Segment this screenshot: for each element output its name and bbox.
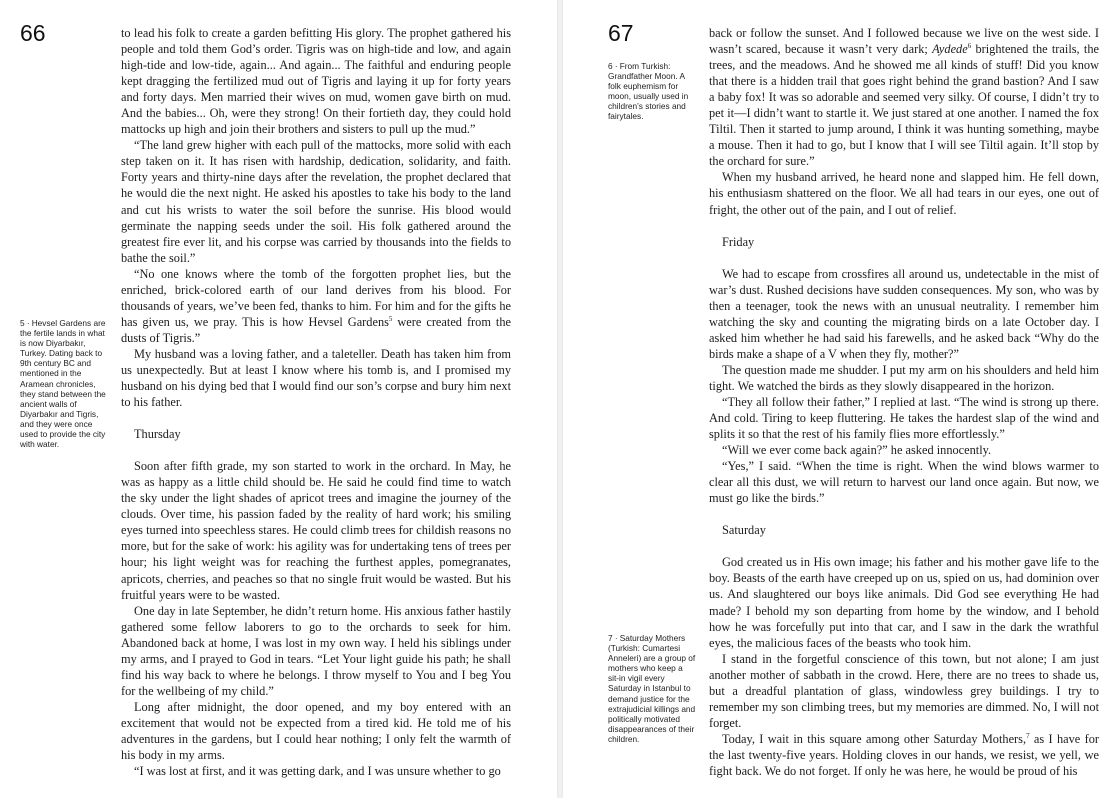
paragraph-text: Today, I wait in this square among other Saturday Mothers,: [722, 731, 1027, 746]
paragraph-text: were created from the dusts of Tigris.”: [121, 314, 511, 345]
sidenote-number: 7 ·: [608, 633, 618, 643]
sidenote-text: Saturday Mothers (Turkish: Cumartesi Anneleri) are a group of mothers who keep a sit-in vigil every Saturday in Istanbul to demand justice for the extrajudicial killings and politically motivated disappearances of their children.: [608, 633, 696, 744]
paragraph: “They all follow their father,” I replied at last. “The wind is strong up there. And cold. Tiring to keep fluttering. He takes the hardest slap of the wind and splits it so that the rest of his family flies more effortlessly.”: [709, 394, 1099, 442]
paragraph-text: back or follow the sunset. And I followed because we live on the west side. I wasn’t scared, because it wasn’t very dark;: [709, 26, 1099, 57]
paragraph: to lead his folk to create a garden befitting His glory. The prophet gathered his people and told them God’s order. Tigris was on high-tide and low, and again high-tide and low-tide, again... And again... The faithful and enduring people kept dragging the fertilized mud out of Tigris and laying it up for forty years and forty days. Men married their wives on mud, women gave birth on mud. And the babies... Oh, were they strong! On their fortieth day, they could hold mattocks up high and join their brothers and sisters to pull up the mud.”: [121, 26, 511, 137]
sidenote-text: Hevsel Gardens are the fertile lands in what is now Diyarbakır, Turkey. Dating back to 9th century BC and mentioned in the Aramean chronicles, they stand between the ancient walls of Diyarbakır and Tigris, and they were once used to provide the city with water.: [20, 318, 106, 450]
italic-term: Aydede: [932, 42, 968, 57]
sidenote-6: [608, 61, 696, 122]
paragraph: Soon after fifth grade, my son started to work in the orchard. In May, he was as happy as a little child should be. He said he could find time to watch the sky under the light shades of apricot trees and imagine the journey of the clouds. Over time, his passion faded by the reality of hard work; his smiling eyes turned into speechless stares. He could climb trees for childish reasons no more, but for the sake of work: his agility was for undertaking tens of trees per hour; his light weight was for reaching the furthest apples, pomegranates, apricots, cherries, and peaches so that no single fruit would be wasted. But his fruitful years were to be wasted.: [121, 459, 511, 602]
section-heading-thursday: Thursday: [134, 427, 181, 442]
sidenote-5: [20, 318, 108, 449]
paragraph: I stand in the forgetful conscience of this town, but not alone; I am just another mother of sabbath in the crowd. Here, there are no trees to shade us, but a dreadful plantation of glass, windowless grey buildings. I try to remember my son climbing trees, but my memories are dimmed. No, I will not forget.: [709, 651, 1099, 730]
paragraph: “Yes,” I said. “When the time is right. When the wind blows warmer to clear all this dust, we will return to harvest our land once again. But now, we must go like the birds.”: [709, 459, 1099, 506]
paragraph-text: brightened the trails, the trees, and the meadows. And he showed me all kinds of stuff! Did you know that there is a hidden trail that goes right behind the grand bastion? And I saw a baby fox! It was so adorable and seemed very silky. Of course, I didn’t try to pet it—I didn’t want to startle it. We just stared at one another. I named the fox Tiltil. Then it started to jump around, I think it was hunting something, maybe a mouse. Then it had to go, but I know that I will see Tiltil again. It’ll stop by the orchard for sure.”: [709, 42, 1099, 169]
paragraph: The question made me shudder. I put my arm on his shoulders and held him tight. We watched the birds as they slowly disappeared in the horizon.: [709, 362, 1099, 393]
paragraph: [709, 731, 1099, 779]
page-number: 67: [608, 20, 634, 46]
sidenote-number: 5 ·: [20, 318, 30, 328]
footnote-ref-5[interactable]: 5: [388, 314, 393, 323]
section-heading-saturday: Saturday: [722, 523, 766, 538]
paragraph: “I was lost at first, and it was getting dark, and I was unsure whether to go: [134, 764, 501, 779]
paragraph: Long after midnight, the door opened, and my boy entered with an excitement that would not be expected from a tired kid. He told me of his adventures in the gardens, but I could hear nothing; I only felt the warmth of his body in my arms.: [121, 699, 511, 763]
paragraph: “The land grew higher with each pull of the mattocks, more solid with each step taken on it. It has risen with hardship, dedication, solidarity, and faith. Forty years and thirty-nine days after the revelation, the prophet declared that he would die the next night. He asked his apostles to take his body to the land and cut his wrists to water the soil before the sunrise. His blood would germinate the napping seeds under the soil. His folk gathered around the greatest fire ever lit, and his corpse was carried by thousands into the fields to bathe the soil.”: [121, 138, 511, 265]
paragraph: God created us in His own image; his father and his mother gave life to the boy. Beasts of the earth have creeped up on us, spied on us, had dominion over us. And slaughtered our boys like animals. Did God see everything He had made? I behold my son departing from home by the window, and I behold how he was forcefully put into that car, and I saw in the dark the wrathful eyes, the malicious faces of the beasts who took him.: [709, 555, 1099, 650]
paragraph-text: as I have for the last twenty-five years. Holding cloves in our hands, we resist, we yell, we fight back. We do not forget. If only he was here, he would be proud of his: [709, 731, 1099, 778]
paragraph: [121, 266, 511, 346]
sidenote-number: 6 ·: [608, 61, 618, 71]
paragraph: “Will we ever come back again?” he asked innocently.: [722, 443, 992, 458]
footnote-ref-7[interactable]: 7: [1026, 731, 1030, 740]
footnote-ref-6[interactable]: 6: [967, 41, 972, 50]
page-number: 66: [20, 20, 46, 46]
paragraph-text: “No one knows where the tomb of the forgotten prophet lies, but the enriched, brick-colored earth of our land derives from his blood. For thousands of years, we’ve been fed, thanks to him. For him and for the gifts he has given us, we pray. This is how Hevsel Gardens: [121, 266, 511, 329]
paragraph: One day in late September, he didn’t return home. His anxious father hastily gathered some fellow laborers to go to the orchards to seek for him. Abandoned back at home, I was lost in my own way. I held his siblings under my arms, and I prayed to God in tears. “Let Your light guide his path; he shall find his way back to where he belongs. I throw myself to You and I beg You for the wellbeing of my child.”: [121, 603, 511, 698]
section-heading-friday: Friday: [722, 234, 755, 249]
body-text: [709, 25, 1099, 779]
right-page: [563, 0, 1120, 798]
paragraph: My husband was a loving father, and a taleteller. Death has taken him from us unexpectedly. But at least I know where his tomb is, and I promised my husband on his dying bed that I would find our son’s corpse and bury him next to his father.: [121, 346, 511, 410]
body-text: [121, 25, 511, 779]
paragraph: When my husband arrived, he heard none and slapped him. He fell down, his enthusiasm shattered on the floor. We all had tears in our eyes, one out of fright, the other out of the pain, and I out of relief.: [709, 170, 1099, 217]
sidenote-7: [608, 633, 696, 744]
left-page: [0, 0, 557, 798]
paragraph: We had to escape from crossfires all around us, undetectable in the mist of war’s dust. Rushed decisions have sudden consequences. My son, who was by then a teenager, took the news with an unusual neutrality. I remember him watching the sky and counting the migrating birds on a late October day. I asked him whether he had said his farewells, and he asked back “Why do the birds make a shape of a V when they fly, mother?”: [709, 266, 1099, 361]
sidenote-text: From Turkish: Grandfather Moon. A folk euphemism for moon, usually used in children’s stories and fairytales.: [608, 61, 689, 122]
paragraph: [709, 25, 1099, 169]
